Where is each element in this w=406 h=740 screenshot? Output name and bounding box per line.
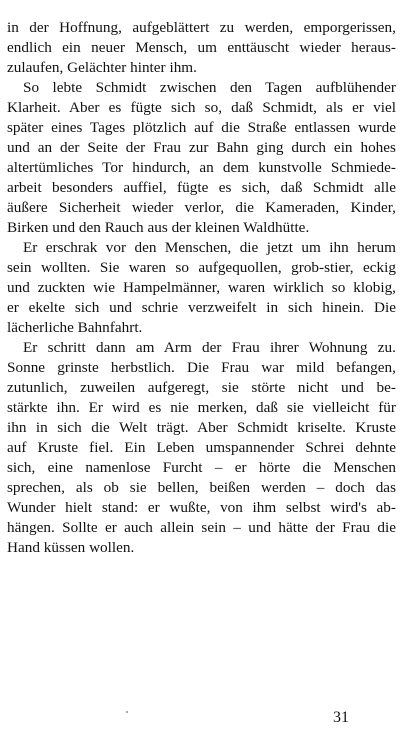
text-line: in der Hoffnung, aufgeblättert zu werden, emporgerissen, bbox=[7, 19, 396, 36]
text-line: Er erschrak vor den Menschen, die jetzt um ihn herum bbox=[23, 239, 396, 256]
body-text bbox=[7, 18, 396, 558]
text-line: sich, eine namenlose Furcht – er hörte die Menschen bbox=[7, 459, 396, 476]
text-line: Wunder hielt stand: er wußte, von ihm selbst wird's ab- bbox=[7, 499, 396, 516]
text-line: Sonne grinste herbstlich. Die Frau war mild befangen, bbox=[7, 359, 396, 376]
text-line: Birken und den Rauch aus der kleinen Waldhütte. bbox=[7, 219, 310, 236]
text-line: Hand küssen wollen. bbox=[7, 539, 135, 556]
text-line: ihn in sich die Welt trägt. Aber Schmidt kriselte. Kruste bbox=[7, 419, 396, 436]
text-line: sprechen, als ob sie bellen, beißen werden – doch das bbox=[7, 479, 396, 496]
text-line: sein wollten. Sie waren so aufgequollen, grob-stier, eckig bbox=[7, 259, 396, 276]
text-line: altertümliches Tor hindurch, an dem kunstvolle Schmiede- bbox=[7, 159, 396, 176]
text-line: später eines Tages plötzlich auf die Straße entlassen wurde bbox=[7, 119, 396, 136]
text-line: Klarheit. Aber es fügte sich so, daß Schmidt, als er viel bbox=[7, 99, 396, 116]
text-line: stärkte ihn. Er wird es nie merken, daß sie vielleicht für bbox=[7, 399, 396, 416]
text-line: er ekelte sich und schrie verzweifelt in sich hinein. Die bbox=[7, 299, 396, 316]
text-line: und zuckten wie Hampelmänner, waren wirklich so klobig, bbox=[7, 279, 396, 296]
text-line: zutunlich, zuweilen aufgeregt, sie störte nicht und be- bbox=[7, 379, 396, 396]
text-line: zulaufen, Gelächter hinter ihm. bbox=[7, 59, 197, 76]
text-line: und an der Seite der Frau zur Bahn ging durch ein hohes bbox=[7, 139, 396, 156]
ink-dot bbox=[126, 711, 128, 713]
text-line: auf Kruste fiel. Ein Leben umspannender Schrei dehnte bbox=[7, 439, 396, 456]
page-number: 31 bbox=[333, 709, 349, 726]
text-line: arbeit besonders auffiel, fügte es sich, daß Schmidt alle bbox=[7, 179, 396, 196]
text-line: hängen. Sollte er auch allein sein – und hätte der Frau die bbox=[7, 519, 396, 536]
text-line: So lebte Schmidt zwischen den Tagen aufblühender bbox=[23, 79, 396, 96]
text-line: äußere Sicherheit wieder verlor, die Kameraden, Kinder, bbox=[7, 199, 396, 216]
text-line: lächerliche Bahnfahrt. bbox=[7, 319, 143, 336]
text-line: Er schritt dann am Arm der Frau ihrer Wohnung zu. bbox=[23, 339, 396, 356]
text-line: endlich ein neuer Mensch, um enttäuscht wieder heraus- bbox=[7, 39, 396, 56]
